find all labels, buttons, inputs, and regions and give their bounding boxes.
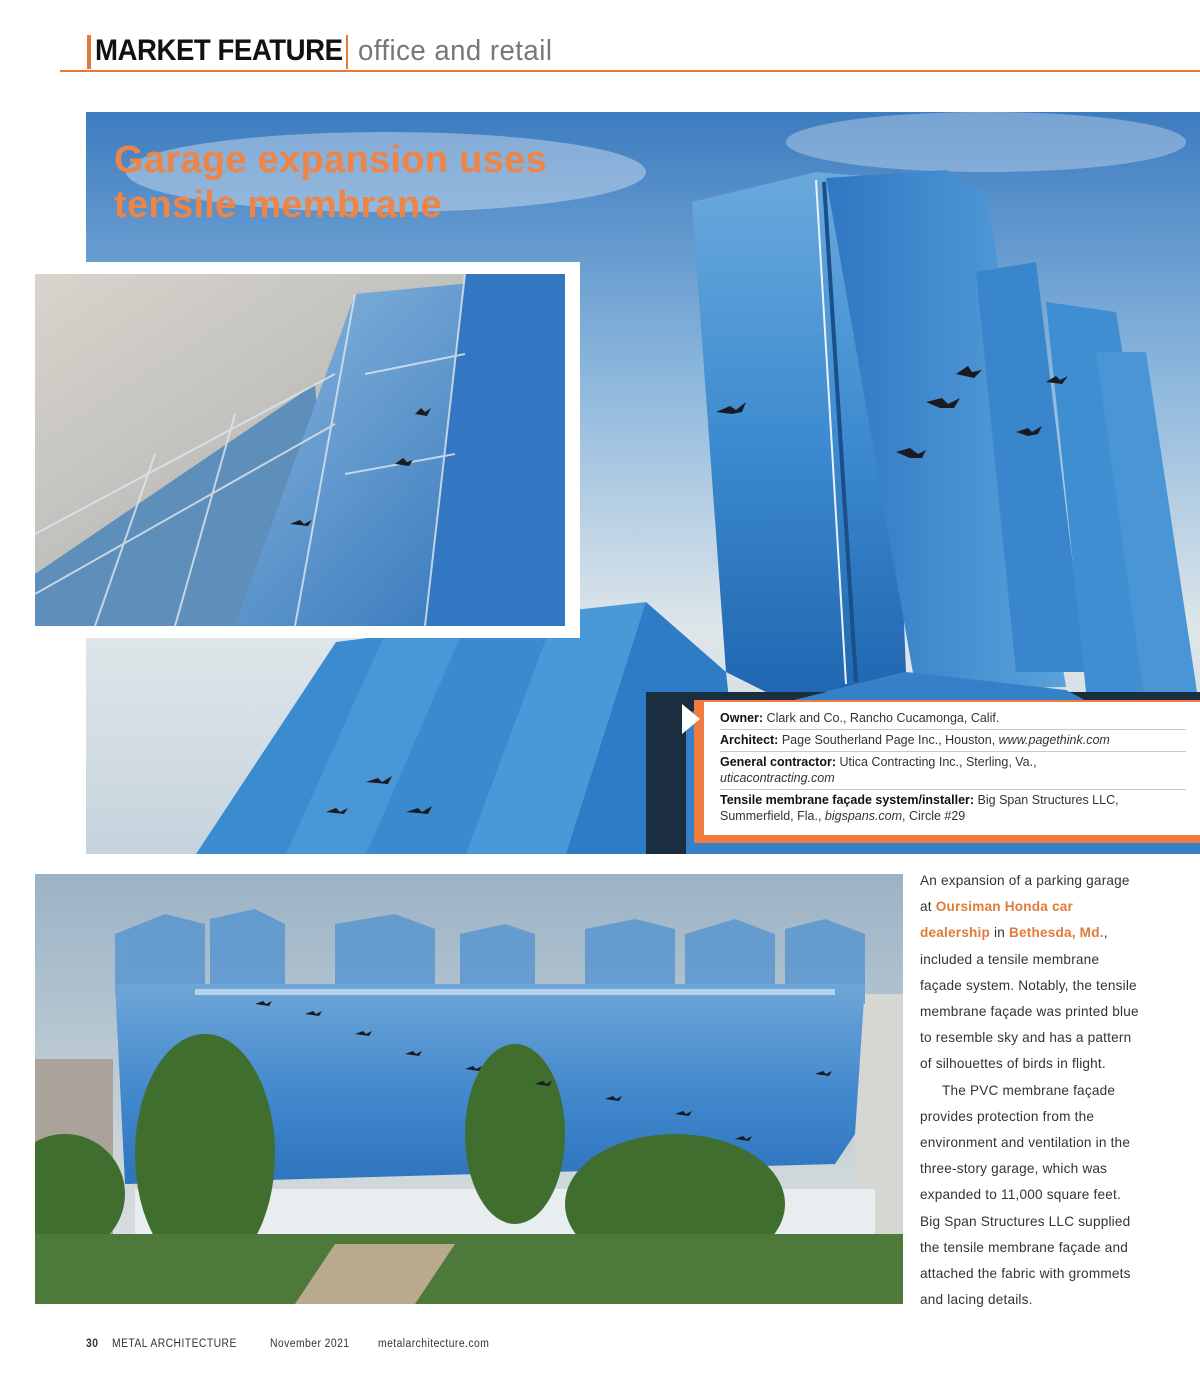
credit-architect-url: www.pagethink.com <box>998 733 1110 747</box>
section-label: MARKET FEATURE <box>95 34 343 67</box>
body-paragraph-1 <box>920 868 1145 1078</box>
article-title: Garage expansion uses tensile membrane <box>114 139 547 226</box>
project-credits <box>704 702 1200 835</box>
credit-tensile-label: Tensile membrane façade system/installer: <box>720 793 975 807</box>
credit-architect-value: Page Southerland Page Inc., Houston, <box>781 733 996 747</box>
body-text-run: , included a tensile membrane façade system. Notably, the tensile membrane façade was printed blue to resemble sky and has a pattern of silhouettes of birds in flight. <box>920 925 1139 1072</box>
credit-owner <box>720 708 1186 730</box>
body-paragraph-2: The PVC membrane façade provides protection from the environment and ventilation in the three-story garage, which was expanded to 11,000 square feet. Big Span Structures LLC supplied the tensile membrane façade and attached the fabric with grommets and lacing details. <box>920 1082 1131 1308</box>
section-topic: office and retail <box>358 35 553 67</box>
credit-gc-url: uticacontracting.com <box>720 771 835 785</box>
credits-pointer-arrow <box>682 704 700 734</box>
credit-general-contractor <box>720 752 1186 790</box>
article-body <box>920 868 1145 1313</box>
website-link[interactable]: metalarchitecture.com <box>377 1338 490 1350</box>
building-photo <box>35 874 903 1304</box>
credit-tensile-installer <box>720 790 1186 827</box>
page-footer <box>86 1338 518 1350</box>
credit-tensile-value: Big Span Structures LLC, Summerfield, Fla., <box>720 793 1119 823</box>
page-number: 30 <box>86 1338 99 1350</box>
credit-architect <box>720 730 1186 752</box>
credit-gc-label: General contractor: <box>720 755 837 769</box>
header-accent-bar <box>87 35 91 69</box>
building-photo-illustration <box>35 874 903 1304</box>
magazine-name: METAL ARCHITECTURE <box>111 1338 237 1350</box>
credit-tensile-circle: , Circle #29 <box>902 809 966 823</box>
issue-date: November 2021 <box>269 1338 350 1350</box>
credit-architect-label: Architect: <box>720 733 779 747</box>
inset-photo <box>35 274 565 626</box>
body-text-run: An expansion of a parking garage at <box>920 873 1130 915</box>
credit-gc-value: Utica Contracting Inc., Sterling, Va., <box>839 755 1037 769</box>
section-header <box>60 32 1200 72</box>
inset-photo-illustration <box>35 274 565 626</box>
body-text-run: in <box>990 925 1009 941</box>
link-bethesda[interactable]: Bethesda, Md. <box>1008 925 1104 941</box>
credit-tensile-url: bigspans.com <box>824 809 903 823</box>
credit-owner-value: Clark and Co., Rancho Cucamonga, Calif. <box>766 711 1000 725</box>
credit-owner-label: Owner: <box>720 711 764 725</box>
header-divider <box>346 35 348 69</box>
link-oursiman-honda[interactable]: Oursiman Honda car dealership <box>920 899 1074 941</box>
